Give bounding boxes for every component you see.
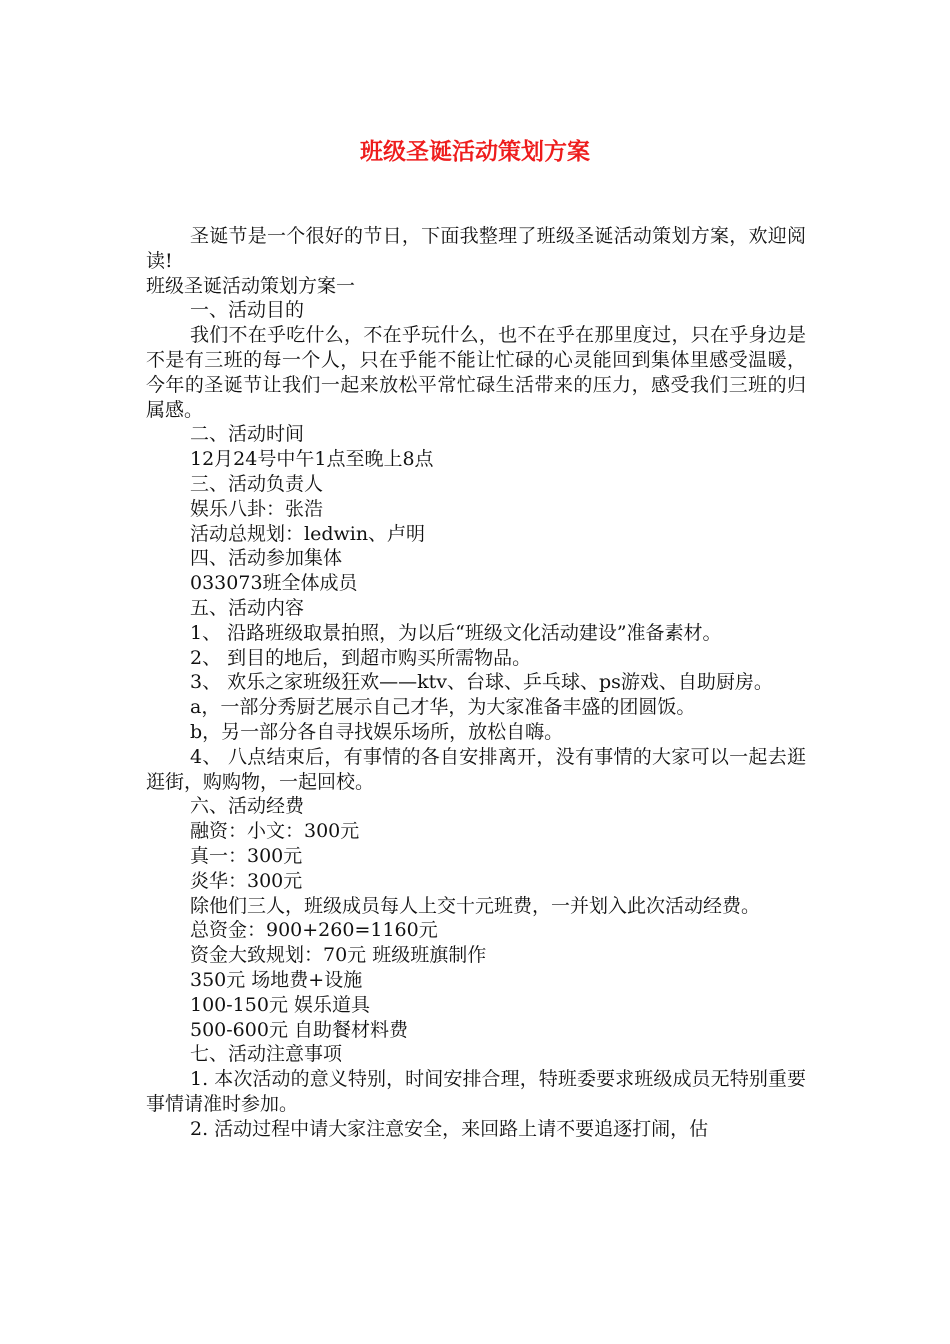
paragraph: 融资：小文：300元 (190, 820, 360, 843)
paragraph: 100-150元 娱乐道具 (190, 993, 370, 1016)
paragraph: 500-600元 自助餐材料费 (190, 1018, 408, 1041)
paragraph: 033073班全体成员 (190, 572, 358, 595)
paragraph: b，另一部分各自寻找娱乐场所，放松自嗨。 (190, 720, 564, 743)
paragraph: 二、活动时间 (190, 423, 305, 446)
paragraph: 四、活动参加集体 (190, 547, 343, 570)
paragraph: 六、活动经费 (190, 795, 305, 818)
paragraph: 资金大致规划：70元 班级班旗制作 (190, 944, 487, 967)
paragraph: 活动总规划：ledwin、卢明 (190, 522, 426, 545)
paragraph: 七、活动注意事项 (190, 1043, 343, 1066)
paragraph: 班级圣诞活动策划方案一 (146, 274, 356, 297)
paragraph: 1、 沿路班级取景拍照，为以后“班级文化活动建设”准备素材。 (190, 621, 722, 644)
paragraph: 2、 到目的地后，到超市购买所需物品。 (190, 646, 532, 669)
paragraph: 炎华：300元 (190, 869, 303, 892)
paragraph: 350元 场地费+设施 (190, 968, 363, 991)
paragraph: 3、 欢乐之家班级狂欢——ktv、台球、乒乓球、ps游戏、自助厨房。 (190, 671, 773, 694)
paragraph: 我们不在乎吃什么，不在乎玩什么，也不在乎在那里度过，只在乎身边是不是有三班的每一个人，只在乎能不能让忙碌的心灵能回到集体里感受温暖，今年的圣诞节让我们一起来放松平常忙碌生活带来的压力，感受我们三班的归属感。 (146, 324, 806, 421)
paragraph: 4、 八点结束后，有事情的各自安排离开，没有事情的大家可以一起去逛逛街，购购物，一起回校。 (146, 745, 806, 793)
paragraph: 12月24号中午1点至晚上8点 (190, 448, 434, 471)
paragraph: 圣诞节是一个很好的节日，下面我整理了班级圣诞活动策划方案，欢迎阅读! (146, 225, 806, 272)
document-title: 班级圣诞活动策划方案 (360, 139, 590, 165)
paragraph: a，一部分秀厨艺展示自己才华，为大家准备丰盛的团圆饭。 (190, 696, 696, 719)
paragraph: 三、活动负责人 (190, 472, 324, 495)
paragraph: 除他们三人，班级成员每人上交十元班费，一并划入此次活动经费。 (190, 894, 761, 917)
paragraph: 1. 本次活动的意义特别，时间安排合理，特班委要求班级成员无特别重要事情请准时参加。 (146, 1068, 806, 1115)
paragraph: 2. 活动过程中请大家注意安全，来回路上请不要追逐打闹，估 (190, 1117, 709, 1140)
paragraph: 真一：300元 (190, 844, 303, 867)
document-body (146, 224, 806, 1141)
paragraph: 总资金：900+260=1160元 (190, 919, 438, 942)
paragraph: 娱乐八卦：张浩 (190, 497, 324, 520)
paragraph: 一、活动目的 (190, 299, 305, 322)
paragraph: 五、活动内容 (190, 596, 305, 619)
